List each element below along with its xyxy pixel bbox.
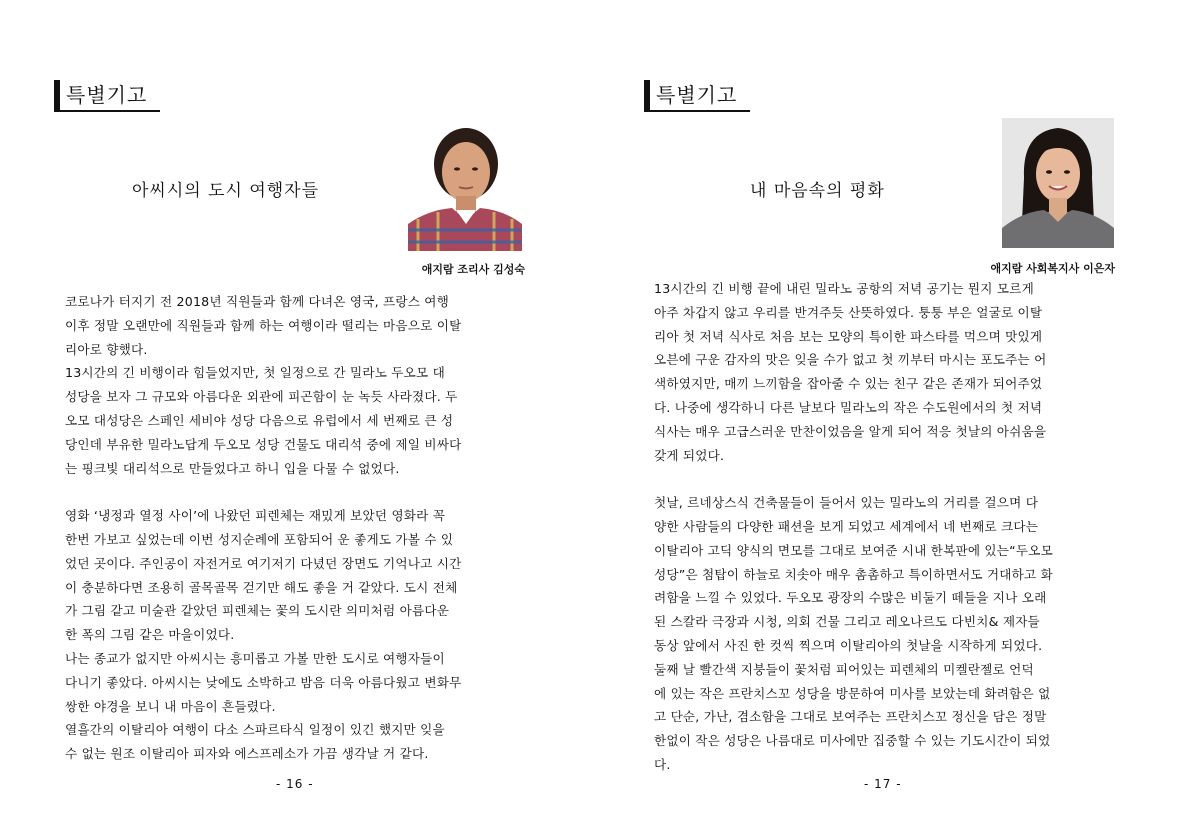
article-title: 아씨시의 도시 여행자들 [132,181,320,201]
section-label: 특별기고 [54,80,160,112]
body-line: 이 충분하다면 조용히 골목골목 걷기만 해도 좋을 거 같았다. 도시 전체 [65,579,458,595]
section-label: 특별기고 [644,80,750,112]
body-line: 고 단순, 가난, 겸소함을 그대로 보여주는 프란치스꼬 정신을 담은 정말 [654,709,1047,725]
body-line: 둘째 날 빨간색 지붕들이 꽃처럼 피어있는 피렌체의 미켈란젤로 언덕 [654,661,1034,677]
body-line: 성당”은 첨탑이 하늘로 치솟아 매우 촘촘하고 특이하면서도 거대하고 화 [654,566,1053,582]
body-line: 가 그림 같고 미술관 같았던 피렌체는 꽃의 도시란 의미처럼 아름다운 [65,603,450,619]
body-line: 오모 대성당은 스페인 세비야 성당 다음으로 유럽에서 세 번째로 큰 성 [65,412,454,428]
page-number: - 16 - [276,777,314,791]
left-page [0,0,588,831]
page-number: - 17 - [864,777,902,791]
author-byline: 애지람 조리사 김성숙 [421,263,525,276]
article-title: 내 마음속의 평화 [750,181,885,201]
body-line: 오븐에 구운 감자의 맛은 잊을 수가 없고 첫 끼부터 마시는 포도주는 어 [654,352,1047,368]
body-line: 는 핑크빛 대리석으로 만들었다고 하니 입을 다물 수 없었다. [65,460,400,476]
article-body [65,290,527,766]
body-line: 한없이 작은 성당은 나름대로 미사에만 집중할 수 있는 기도시간이 되었 [654,733,1051,749]
body-line: 다. [654,756,671,772]
body-line: 에 있는 작은 프란치스꼬 성당을 방문하여 미사를 보았는데 화려함은 없 [654,685,1051,701]
body-line: 식사는 매우 고급스러운 만찬이었음을 알게 되어 적응 첫날의 아쉬움을 [654,423,1047,439]
article-body [654,277,1118,777]
body-line: 이후 정말 오랜만에 직원들과 함께 하는 여행이라 떨리는 마음으로 이탈 [65,317,462,333]
body-line: 었던 곳이다. 주인공이 자전거로 여기저기 다녔던 장면도 기억나고 시간 [65,555,462,571]
body-line: 13시간의 긴 비행이라 힘들었지만, 첫 일정으로 간 밀라노 두오모 대 [65,365,445,381]
paragraph-gap [65,480,527,504]
portrait-illustration [1002,118,1114,248]
body-line: 영화 ‘냉정과 열정 사이’에 나왔던 피렌체는 재밌게 보았던 영화라 꼭 [65,508,446,524]
body-line: 다. 나중에 생각하니 다른 날보다 밀라노의 작은 수도원에서의 첫 저녁 [654,399,1043,415]
right-page [588,0,1177,831]
body-line: 이탈리아 고딕 양식의 면모를 그대로 보여준 시내 한복판에 있는“두오모 [654,542,1053,558]
paragraph-gap [654,467,1118,491]
author-photo-kim [408,124,522,251]
body-line: 한 폭의 그림 같은 마을이었다. [65,627,235,643]
body-line: 색하였지만, 매끼 느끼함을 잡아줄 수 있는 친구 같은 존재가 되어주었 [654,376,1043,392]
body-line: 아주 차갑지 않고 우리를 반겨주듯 산뜻하였다. 퉁퉁 부은 얼굴로 이탈 [654,304,1043,320]
body-line: 13시간의 긴 비행 끝에 내린 밀라노 공항의 저녁 공기는 뭔지 모르게 [654,281,1034,296]
body-line: 동상 앞에서 사진 한 컷씩 찍으며 이탈리아의 첫날을 시작하게 되었다. [654,637,1043,653]
body-line: 당인데 부유한 밀라노답게 두오모 성당 건물도 대리석 중에 제일 비싸다 [65,436,462,452]
body-line: 양한 사람들의 다양한 패션을 보게 되었고 세계에서 네 번째로 크다는 [654,518,1039,534]
body-line: 된 스칼라 극장과 시청, 의회 건물 그리고 레오나르도 다빈치& 제자들 [654,614,1040,630]
body-line: 갖게 되었다. [654,447,725,463]
body-line: 려함을 느낄 수 있었다. 두오모 광장의 수많은 비둘기 떼들을 지나 오래 [654,590,1047,606]
portrait-illustration [408,124,522,251]
body-line: 다니기 좋았다. 아씨시는 낮에도 소박하고 밤음 더욱 아름다웠고 변화무 [65,674,462,690]
body-line: 나는 종교가 없지만 아씨시는 흥미롭고 가볼 만한 도시로 여행자들이 [65,650,445,666]
body-line: 첫날, 르네상스식 건축물들이 들어서 있는 밀라노의 거리를 걸으며 다 [654,495,1039,511]
body-line: 열흘간의 이탈리아 여행이 다소 스파르타식 일정이 있긴 했지만 잊을 [65,722,445,738]
body-line: 쌍한 야경을 보니 내 마음이 흔들렸다. [65,698,276,714]
body-line: 성당을 보자 그 규모와 아름다운 외관에 피곤함이 눈 녹듯 사라졌다. 두 [65,389,458,405]
body-line: 한번 가보고 싶었는데 이번 성지순례에 포함되어 운 좋게도 가볼 수 있 [65,531,454,547]
body-line: 리아로 향했다. [65,341,148,357]
body-line: 코로나가 터지기 전 2018년 직원들과 함께 다녀온 영국, 프랑스 여행 [65,294,450,309]
author-byline: 애지람 사회복지사 이은자 [990,262,1115,275]
body-line: 수 없는 원조 이탈리아 피자와 에스프레소가 가끔 생각날 거 같다. [65,746,429,762]
body-line: 리아 첫 저녁 식사로 처음 보는 모양의 특이한 파스타를 먹으며 맛있게 [654,328,1043,344]
author-photo-lee [1002,118,1114,248]
